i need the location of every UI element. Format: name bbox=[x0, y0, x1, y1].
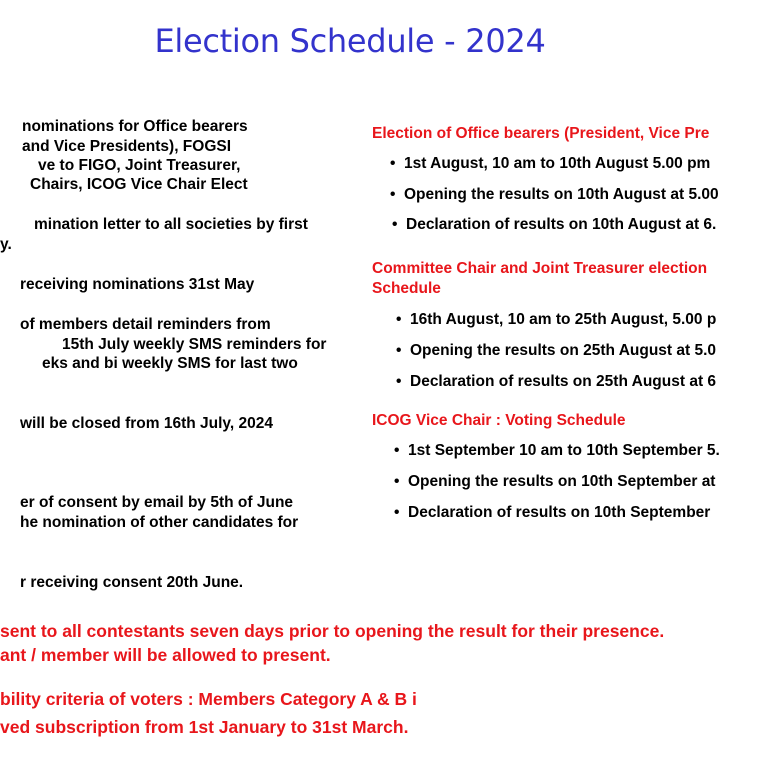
left-line: receiving nominations 31st May bbox=[20, 276, 255, 293]
left-line: eks and bi weekly SMS for last two bbox=[42, 355, 298, 372]
list-item: • 1st August, 10 am to 10th August 5.00 pm bbox=[390, 155, 711, 172]
section-heading-committee-chair: Committee Chair and Joint Treasurer election bbox=[372, 260, 708, 277]
list-item: • Opening the results on 10th September at bbox=[394, 473, 716, 490]
list-item: • Declaration of results on 10th August at 6. bbox=[392, 216, 717, 233]
note-line: ved subscription from 1st January to 31st March. bbox=[0, 717, 409, 737]
left-line: r receiving consent 20th June. bbox=[20, 574, 244, 591]
list-item: • Declaration of results on 10th September bbox=[394, 504, 711, 521]
bullet-icon: • bbox=[396, 342, 402, 359]
left-line: of members detail reminders from bbox=[20, 316, 271, 333]
bullet-icon: • bbox=[394, 473, 400, 490]
left-line: 15th July weekly SMS reminders for bbox=[62, 336, 327, 353]
left-line: and Vice Presidents), FOGSI bbox=[22, 138, 232, 155]
section-heading-committee-chair-line2: Schedule bbox=[372, 280, 441, 297]
bullet-icon: • bbox=[390, 186, 396, 203]
note-line: sent to all contestants seven days prior to opening the result for their presence. bbox=[0, 621, 665, 641]
bullet-icon: • bbox=[394, 442, 400, 459]
list-item: • 16th August, 10 am to 25th August, 5.00 p bbox=[396, 311, 717, 328]
note-line: bility criteria of voters : Members Category A & B i bbox=[0, 689, 417, 709]
list-item: • Declaration of results on 25th August at 6 bbox=[396, 373, 717, 390]
list-item: • Opening the results on 10th August at 5.00 bbox=[390, 186, 719, 203]
left-line: he nomination of other candidates for bbox=[20, 514, 299, 531]
bullet-icon: • bbox=[394, 504, 400, 521]
left-line: will be closed from 16th July, 2024 bbox=[20, 415, 273, 432]
left-line: nominations for Office bearers bbox=[22, 118, 248, 135]
bullet-icon: • bbox=[396, 311, 402, 328]
list-item: • 1st September 10 am to 10th September 5. bbox=[394, 442, 720, 459]
bottom-notes bbox=[0, 600, 768, 768]
bullet-icon: • bbox=[390, 155, 396, 172]
section-heading-icog-vice-chair: ICOG Vice Chair : Voting Schedule bbox=[372, 412, 626, 429]
left-line: mination letter to all societies by first bbox=[34, 216, 308, 233]
section-heading-office-bearers: Election of Office bearers (President, Vice Pre bbox=[372, 125, 710, 142]
page-title: Election Schedule - 2024 bbox=[154, 22, 546, 60]
note-line: ant / member will be allowed to present. bbox=[0, 645, 331, 665]
bullet-icon: • bbox=[392, 216, 398, 233]
left-line: ve to FIGO, Joint Treasurer, bbox=[38, 157, 241, 174]
left-line: Chairs, ICOG Vice Chair Elect bbox=[30, 176, 248, 193]
left-line: er of consent by email by 5th of June bbox=[20, 494, 294, 511]
bullet-icon: • bbox=[396, 373, 402, 390]
left-line: y. bbox=[0, 236, 12, 253]
list-item: • Opening the results on 25th August at 5.0 bbox=[396, 342, 717, 359]
